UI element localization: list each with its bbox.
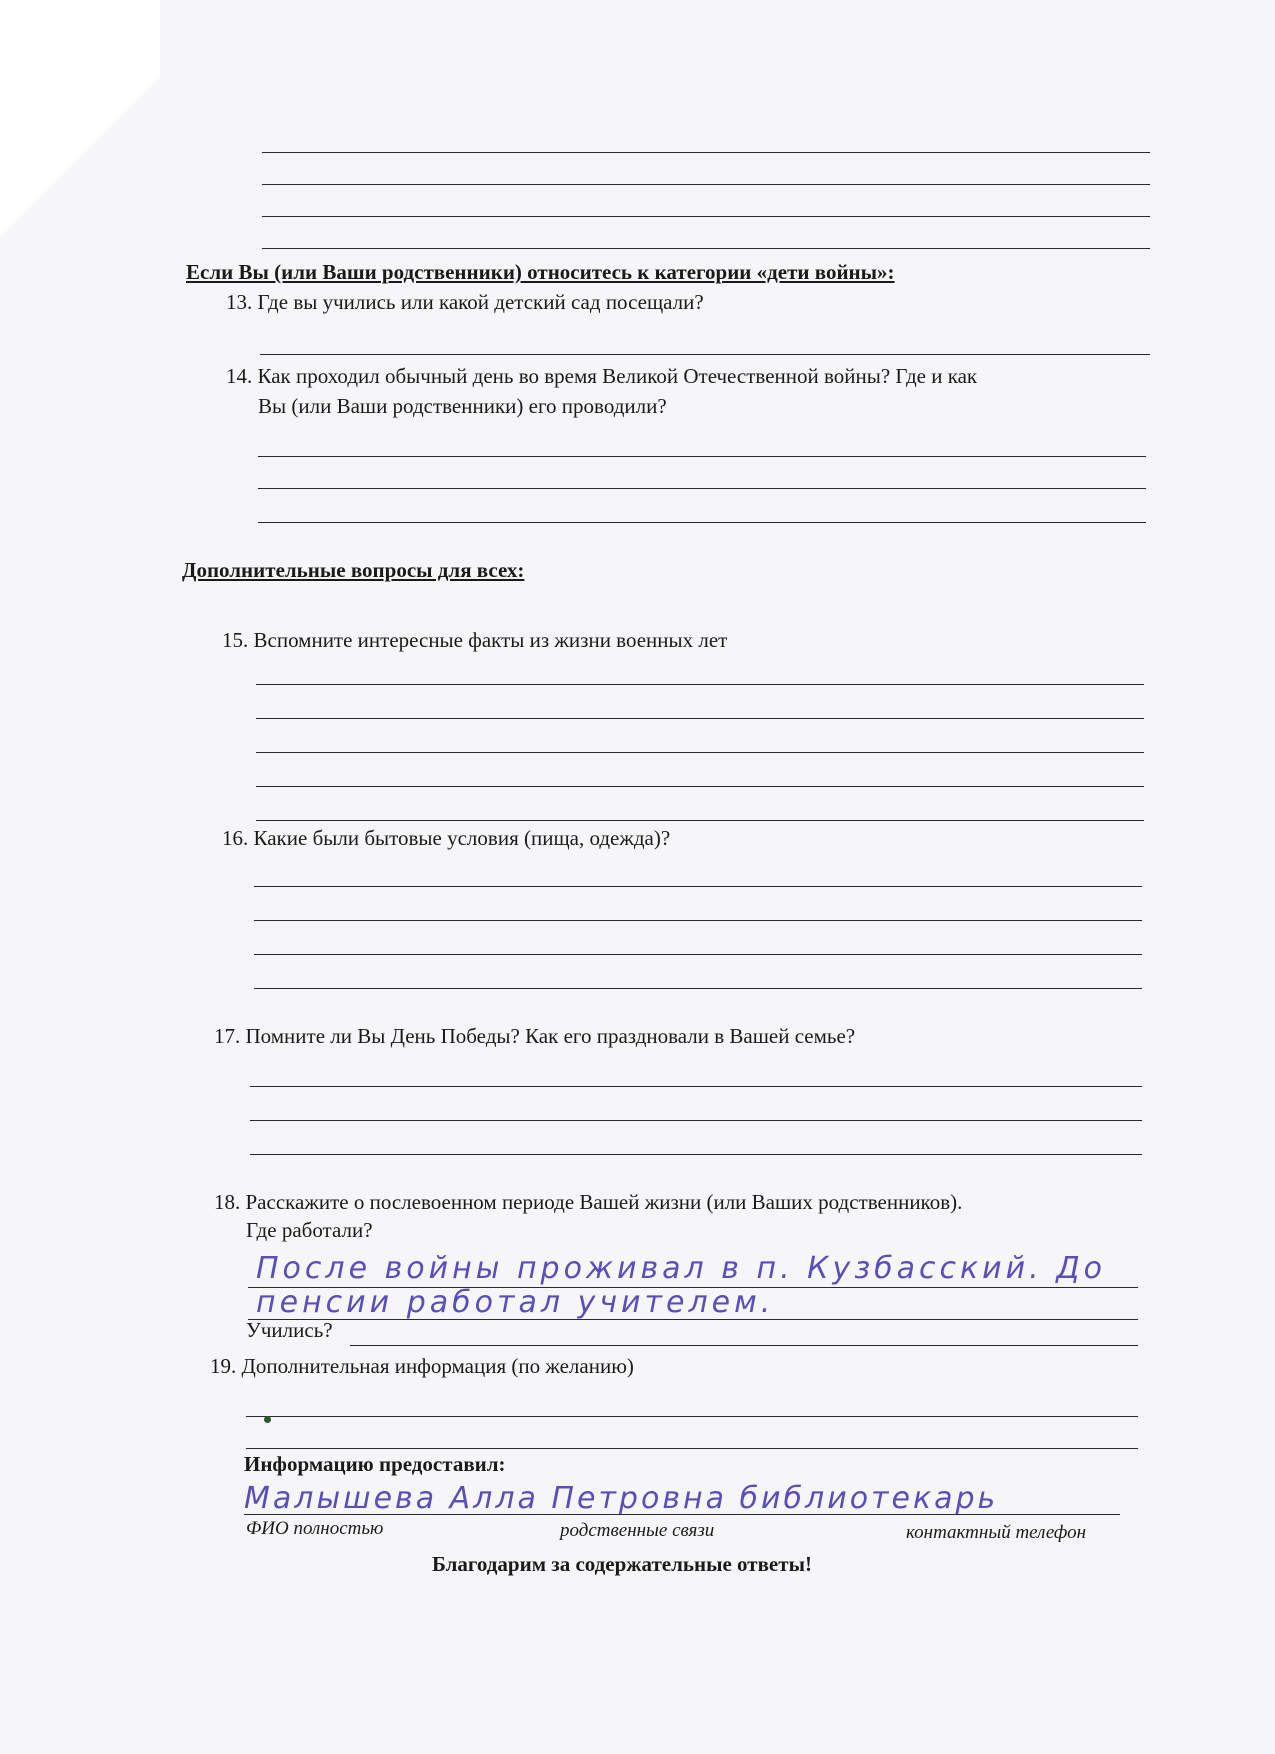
caption-relation: родственные связи	[560, 1520, 715, 1541]
handwritten-informant: Малышева Алла Петровна библиотекарь	[244, 1481, 999, 1516]
answer-line	[256, 718, 1144, 719]
question-19: 19. Дополнительная информация (по желанию)	[210, 1354, 634, 1378]
answer-line	[262, 248, 1150, 249]
question-15: 15. Вспомните интересные факты из жизни военных лет	[222, 628, 728, 652]
answer-line	[246, 1448, 1138, 1449]
answer-line	[250, 1086, 1142, 1087]
question-16: 16. Какие были бытовые условия (пища, одежда)?	[222, 826, 671, 850]
answer-line	[254, 988, 1142, 989]
question-18-studied: Учились?	[246, 1318, 333, 1342]
answer-line	[258, 456, 1146, 457]
thanks-message: Благодарим за содержательные ответы!	[432, 1552, 812, 1576]
folded-corner	[0, 0, 160, 330]
answer-line	[262, 184, 1150, 185]
answer-line	[248, 1319, 1138, 1320]
section-heading-additional-questions: Дополнительные вопросы для всех:	[182, 558, 525, 582]
answer-line	[250, 1120, 1142, 1121]
section-heading-children-of-war: Если Вы (или Ваши родственники) относитесь к категории «дети войны»:	[186, 260, 895, 284]
ink-dot	[264, 1416, 271, 1423]
answer-line	[254, 886, 1142, 887]
question-14-line-1: 14. Как проходил обычный день во время Великой Отечественной войны? Где и как	[226, 364, 978, 388]
answer-line	[256, 684, 1144, 685]
answer-line	[258, 522, 1146, 523]
question-17: 17. Помните ли Вы День Победы? Как его праздновали в Вашей семье?	[214, 1024, 856, 1048]
info-provided-label: Информацию предоставил:	[244, 1452, 506, 1476]
answer-line	[262, 216, 1150, 217]
caption-full-name: ФИО полностью	[246, 1518, 384, 1539]
answer-line	[256, 786, 1144, 787]
question-13: 13. Где вы учились или какой детский сад посещали?	[226, 290, 704, 314]
question-18-line-2: Где работали?	[246, 1218, 373, 1242]
handwritten-answer-18-line-1: После войны проживал в п. Кузбасский. До	[256, 1251, 1107, 1286]
caption-phone: контактный телефон	[906, 1522, 1087, 1543]
answer-line	[258, 488, 1146, 489]
question-14-line-2: Вы (или Ваши родственники) его проводили?	[258, 394, 667, 418]
question-18-line-1: 18. Расскажите о послевоенном периоде Вашей жизни (или Ваших родственников).	[214, 1190, 963, 1214]
answer-line	[250, 1154, 1142, 1155]
answer-line	[350, 1345, 1138, 1346]
answer-line	[256, 820, 1144, 821]
answer-line	[246, 1416, 1138, 1417]
answer-line	[262, 152, 1150, 153]
answer-line	[254, 920, 1142, 921]
signature-line	[244, 1514, 1120, 1515]
answer-line	[256, 752, 1144, 753]
answer-line	[254, 954, 1142, 955]
answer-line	[260, 354, 1150, 355]
handwritten-answer-18-line-2: пенсии работал учителем.	[256, 1285, 775, 1320]
